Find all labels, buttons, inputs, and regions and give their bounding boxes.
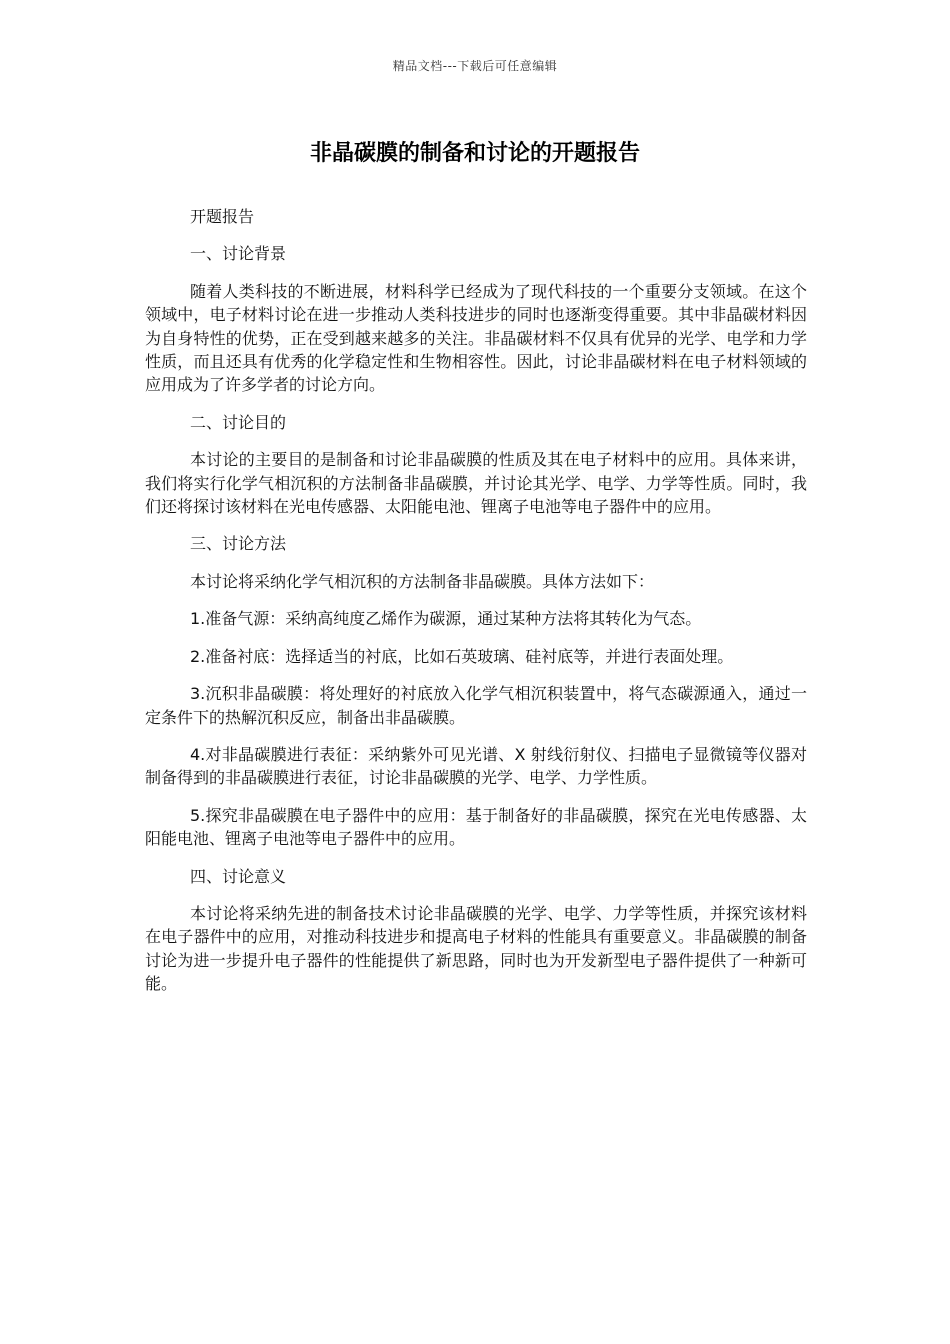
section-heading-background: 一、讨论背景 — [190, 244, 287, 264]
method-step: 3.沉积非晶碳膜：将处理好的衬底放入化学气相沉积装置中，将气态碳源通入，通过一定条件下的热解沉积反应，制备出非晶碳膜。 — [145, 684, 807, 727]
section-heading-purpose: 二、讨论目的 — [190, 412, 287, 432]
method-step: 5.探究非晶碳膜在电子器件中的应用：基于制备好的非晶碳膜，探究在光电传感器、太阳能电池、锂离子电池等电子器件中的应用。 — [145, 805, 807, 849]
document-body — [145, 205, 807, 1010]
method-step: 2.准备衬底：选择适当的衬底，比如石英玻璃、硅衬底等，并进行表面处理。 — [190, 646, 734, 666]
method-intro: 本讨论将采纳化学气相沉积的方法制备非晶碳膜。具体方法如下： — [190, 571, 655, 591]
section-heading-significance: 四、讨论意义 — [190, 866, 287, 886]
section-heading-method: 三、讨论方法 — [190, 534, 287, 554]
running-header: 精品文档---下载后可任意编辑 — [392, 59, 558, 73]
method-step: 1.准备气源：采纳高纯度乙烯作为碳源，通过某种方法将其转化为气态。 — [190, 609, 702, 629]
document-title: 非晶碳膜的制备和讨论的开题报告 — [309, 141, 640, 166]
section-body-background: 随着人类科技的不断进展，材料科学已经成为了现代科技的一个重要分支领域。在这个领域中，电子材料讨论在进一步推动人类科技进步的同时也逐渐变得重要。其中非晶碳材料因为自身特性的优势，正在受到越来越多的关注。非晶碳材料不仅具有优异的光学、电学和力学性质，而且还具有优秀的化学稳定性和生物相容性。因此，讨论非晶碳材料在电子材料领域的应用成为了许多学者的讨论方向。 — [145, 281, 807, 395]
method-step: 4.对非晶碳膜进行表征：采纳紫外可见光谱、X 射线衍射仪、扫描电子显微镜等仪器对制备得到的非晶碳膜进行表征，讨论非晶碳膜的光学、电学、力学性质。 — [145, 744, 807, 788]
section-body-significance: 本讨论将采纳先进的制备技术讨论非晶碳膜的光学、电学、力学等性质，并探究该材料在电子器件中的应用，对推动科技进步和提高电子材料的性能具有重要意义。非晶碳膜的制备讨论为进一步提升电子器件的性能提供了新思路，同时也为开发新型电子器件提供了一种新可能。 — [145, 903, 807, 994]
report-label: 开题报告 — [190, 207, 255, 226]
section-body-purpose: 本讨论的主要目的是制备和讨论非晶碳膜的性质及其在电子材料中的应用。具体来讲，我们将实行化学气相沉积的方法制备非晶碳膜，并讨论其光学、电学、力学等性质。同时，我们还将探讨该材料在光电传感器、太阳能电池、锂离子电池等电子器件中的应用。 — [145, 450, 807, 517]
